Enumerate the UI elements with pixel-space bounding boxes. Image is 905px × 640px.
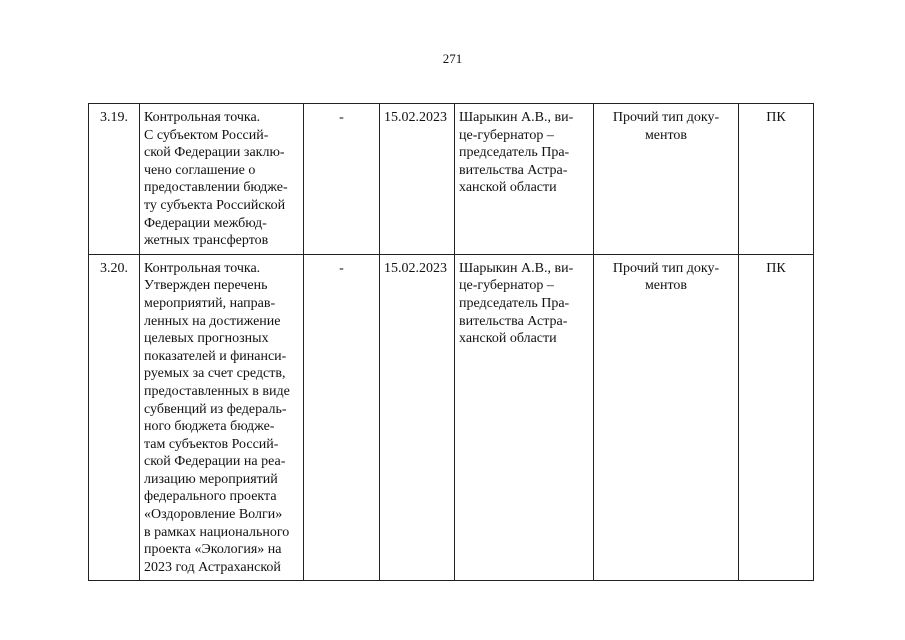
description-line: 2023 год Астраханской [144,559,281,575]
description-line: проекта «Экология» на [144,542,282,558]
level-cell: ПК [739,104,814,255]
description-line: ской Федерации заклю- [144,145,285,161]
description-line: руемых за счет средств, [144,366,286,382]
description-line: ного бюджета бюдже- [144,419,275,435]
description-line: субвенций из федераль- [144,401,287,417]
description-line: показателей и финанси- [144,348,287,364]
description-line: ской Федерации на реа- [144,454,286,470]
responsible-line: председатель Пра- [459,295,570,311]
document-type-line: ментов [644,278,688,294]
description-line: С субъектом Россий- [144,127,269,143]
responsible-line: вительства Астра- [459,162,568,178]
description-line: Контрольная точка. [144,110,261,125]
description-line: целевых прогнозных [144,331,269,347]
description-cell [140,104,304,255]
description-line: Федерации межбюд- [144,215,267,231]
responsible-line: вительства Астра- [459,313,568,329]
control-points-table [88,103,814,581]
level-cell: ПК [739,254,814,581]
description-line: федерального проекта [144,489,277,505]
responsible-line: це-губернатор – [459,127,554,143]
document-type-line: ментов [644,127,688,143]
responsible-line: ханской области [459,331,557,347]
responsible-line: Шарыкин А.В., ви- [459,260,574,276]
description-cell [140,254,304,581]
description-line: мероприятий, направ- [144,295,276,311]
responsible-line: ханской области [459,180,557,196]
table-row [89,254,814,581]
description-line: ту субъекта Российской [144,197,286,213]
date-cell: 15.02.2023 [380,104,455,255]
start-cell: - [304,254,380,581]
document-type-cell [594,104,739,255]
responsible-cell [455,104,594,255]
document-type-line: Прочий тип доку- [612,260,720,276]
document-type-line: Прочий тип доку- [612,110,720,125]
description-line: Контрольная точка. [144,260,261,276]
responsible-line: председатель Пра- [459,145,570,161]
description-line: там субъектов Россий- [144,436,279,452]
description-line: жетных трансфертов [144,233,269,249]
responsible-line: це-губернатор – [459,278,554,294]
description-line: предоставлении бюдже- [144,180,288,196]
responsible-cell [455,254,594,581]
document-type-cell [594,254,739,581]
page-number: 271 [442,51,463,66]
row-number-cell: 3.20. [89,254,140,581]
description-line: в рамках национального [144,524,290,540]
description-line: Утвержден перечень [144,278,268,294]
description-line: лизацию мероприятий [144,471,278,487]
table-row [89,104,814,255]
responsible-line: Шарыкин А.В., ви- [459,110,574,125]
description-line: ленных на достижение [144,313,281,329]
date-cell: 15.02.2023 [380,254,455,581]
description-line: чено соглашение о [144,162,256,178]
description-line: «Оздоровление Волги» [144,507,283,523]
row-number-cell: 3.19. [89,104,140,255]
description-line: предоставленных в виде [144,383,290,399]
start-cell: - [304,104,380,255]
